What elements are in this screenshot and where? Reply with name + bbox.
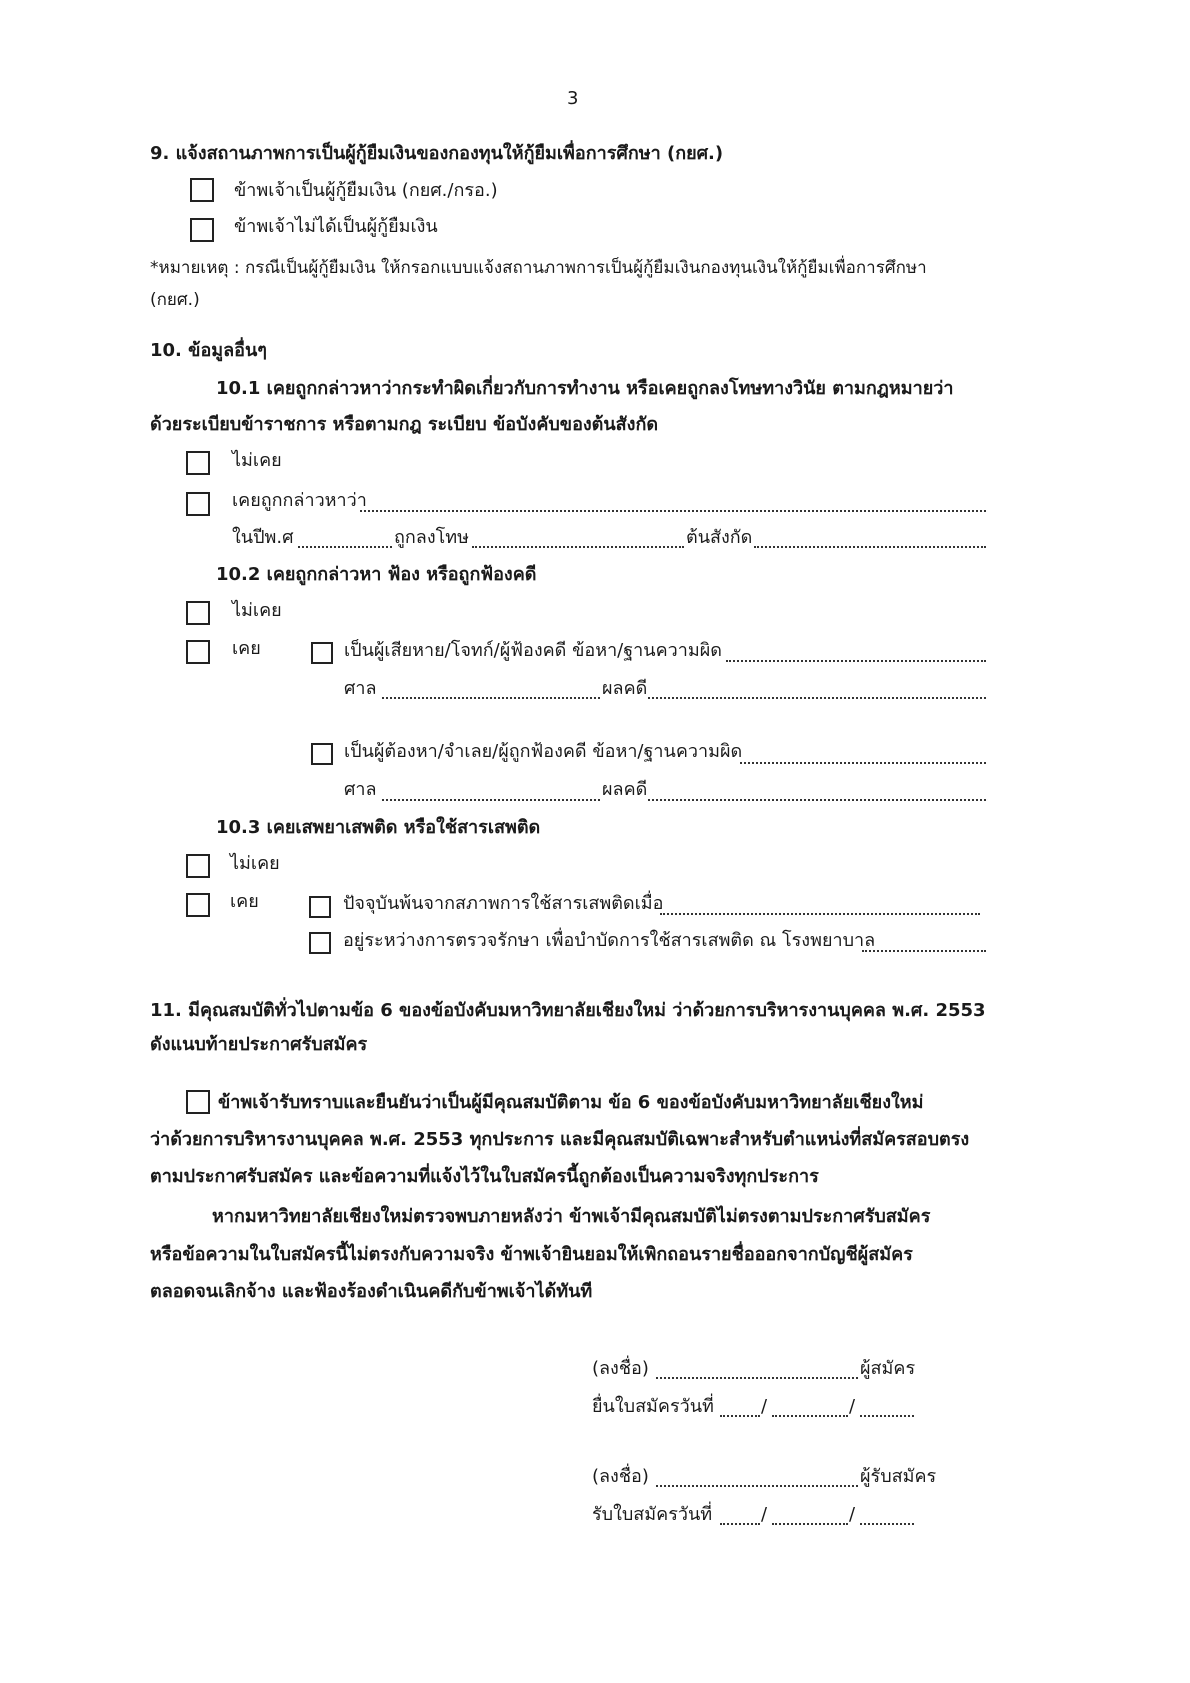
q10-2-defendant-charge-field[interactable] (740, 762, 986, 764)
submit-date-slash-2: / (849, 1396, 856, 1417)
page-number: 3 (567, 88, 579, 109)
q10-1-accused-label: เคยถูกกล่าวหาว่า (232, 490, 367, 511)
q10-3-recovered-field[interactable] (660, 913, 980, 915)
q10-2-plaintiff-checkbox[interactable] (311, 642, 333, 664)
receiver-role-label: ผู้รับสมัคร (860, 1466, 937, 1487)
q10-2-plaintiff-charge-field[interactable] (726, 660, 986, 662)
q10-2-never-checkbox[interactable] (186, 601, 210, 625)
submit-day-field[interactable] (720, 1415, 760, 1417)
section-11-title-cont: ดังแนบท้ายประกาศรับสมัคร (150, 1034, 368, 1055)
q10-1-agency-field[interactable] (754, 546, 986, 548)
not-borrower-option-label: ข้าพเจ้าไม่ได้เป็นผู้กู้ยืมเงิน (234, 216, 438, 237)
section-9-note: *หมายเหตุ : กรณีเป็นผู้กู้ยืมเงิน ให้กรอกแบบแจ้งสถานภาพการเป็นผู้กู้ยืมเงินกองทุนเงินให้กู้ยืมเพื่อการศึกษา (150, 258, 927, 278)
submit-date-slash-1: / (761, 1396, 768, 1417)
receive-year-field[interactable] (860, 1523, 914, 1525)
applicant-signature-field[interactable] (656, 1377, 858, 1379)
receive-date-label: รับใบสมัครวันที่ (592, 1504, 713, 1525)
q10-2-plaintiff-verdict-field[interactable] (648, 697, 986, 699)
q10-3-ever-checkbox[interactable] (186, 893, 210, 917)
q10-2-ever-label: เคย (232, 638, 261, 659)
q10-3-never-label: ไม่เคย (230, 853, 280, 874)
applicant-sign-label: (ลงชื่อ) (592, 1358, 649, 1379)
q10-3-hospital-field[interactable] (862, 950, 986, 952)
q10-2-plaintiff-verdict-label: ผลคดี (602, 678, 648, 699)
q10-1-text-cont: ด้วยระเบียบข้าราชการ หรือตามกฎ ระเบียบ ข้อบังคับของต้นสังกัด (150, 414, 659, 435)
q10-2-defendant-verdict-label: ผลคดี (602, 779, 648, 800)
receive-date-slash-1: / (761, 1504, 768, 1525)
confirm-text-cont-2: ตามประกาศรับสมัคร และข้อความที่แจ้งไว้ในใบสมัครนี้ถูกต้องเป็นความจริงทุกประการ (150, 1166, 819, 1187)
q10-2-plaintiff-court-field[interactable] (382, 697, 600, 699)
q10-1-punished-field[interactable] (472, 546, 684, 548)
warning-text: หากมหาวิทยาลัยเชียงใหม่ตรวจพบภายหลังว่า ข้าพเจ้ามีคุณสมบัติไม่ตรงตามประกาศรับสมัคร (212, 1206, 931, 1227)
q10-2-defendant-court-field[interactable] (382, 799, 600, 801)
q10-3-treatment-checkbox[interactable] (309, 932, 331, 954)
q10-1-year-field[interactable] (298, 546, 392, 548)
applicant-role-label: ผู้สมัคร (860, 1358, 916, 1379)
q10-3-recovered-checkbox[interactable] (309, 896, 331, 918)
section-10-title: 10. ข้อมูลอื่นๆ (150, 340, 267, 361)
q10-2-defendant-court-label: ศาล (344, 779, 377, 800)
section-11-title: 11. มีคุณสมบัติทั่วไปตามข้อ 6 ของข้อบังคับมหาวิทยาลัยเชียงใหม่ ว่าด้วยการบริหารงานบุคคล พ.ศ. 2553 (150, 1000, 986, 1021)
q10-1-never-checkbox[interactable] (186, 451, 210, 475)
q10-1-agency-label: ต้นสังกัด (686, 527, 753, 548)
q10-2-plaintiff-label: เป็นผู้เสียหาย/โจทก์/ผู้ฟ้องคดี ข้อหา/ฐานความผิด (344, 640, 722, 661)
q10-3-recovered-label: ปัจจุบันพ้นจากสภาพการใช้สารเสพติดเมื่อ (343, 893, 664, 914)
q10-1-punished-label: ถูกลงโทษ (394, 527, 470, 548)
q10-1-year-label: ในปีพ.ศ (232, 527, 294, 548)
warning-text-cont-1: หรือข้อความในใบสมัครนี้ไม่ตรงกับความจริง ข้าพเจ้ายินยอมให้เพิกถอนรายชื่อออกจากบัญชีผู้สมัคร (150, 1244, 913, 1265)
q10-3-never-checkbox[interactable] (186, 854, 210, 878)
q10-2-defendant-label: เป็นผู้ต้องหา/จำเลย/ผู้ถูกฟ้องคดี ข้อหา/ฐานความผิด (344, 741, 743, 762)
q10-3-title: 10.3 เคยเสพยาเสพติด หรือใช้สารเสพติด (216, 817, 541, 838)
not-borrower-checkbox[interactable] (190, 218, 214, 242)
q10-1-accused-checkbox[interactable] (186, 492, 210, 516)
q10-2-defendant-checkbox[interactable] (311, 743, 333, 765)
submit-year-field[interactable] (860, 1415, 914, 1417)
q10-1-never-label: ไม่เคย (232, 450, 282, 471)
receive-month-field[interactable] (772, 1523, 848, 1525)
receiver-sign-label: (ลงชื่อ) (592, 1466, 649, 1487)
confirm-text-cont-1: ว่าด้วยการบริหารงานบุคคล พ.ศ. 2553 ทุกประการ และมีคุณสมบัติเฉพาะสำหรับตำแหน่งที่สมัครสอบตรง (150, 1129, 970, 1150)
q10-2-title: 10.2 เคยถูกกล่าวหา ฟ้อง หรือถูกฟ้องคดี (216, 564, 537, 585)
confirm-qualifications-checkbox[interactable] (186, 1090, 210, 1114)
q10-3-ever-label: เคย (230, 891, 259, 912)
section-9-note-cont: (กยศ.) (150, 290, 200, 310)
borrower-checkbox[interactable] (190, 178, 214, 202)
confirm-text: ข้าพเจ้ารับทราบและยืนยันว่าเป็นผู้มีคุณสมบัติตาม ข้อ 6 ของข้อบังคับมหาวิทยาลัยเชียงใหม่ (218, 1092, 924, 1113)
borrower-option-label: ข้าพเจ้าเป็นผู้กู้ยืมเงิน (กยศ./กรอ.) (234, 180, 498, 201)
warning-text-cont-2: ตลอดจนเลิกจ้าง และฟ้องร้องดำเนินคดีกับข้าพเจ้าได้ทันที (150, 1281, 593, 1302)
submit-month-field[interactable] (772, 1415, 848, 1417)
receive-day-field[interactable] (720, 1523, 760, 1525)
q10-1-accused-field[interactable] (360, 510, 986, 512)
q10-2-defendant-verdict-field[interactable] (648, 799, 986, 801)
receive-date-slash-2: / (849, 1504, 856, 1525)
section-9-title: 9. แจ้งสถานภาพการเป็นผู้กู้ยืมเงินของกองทุนให้กู้ยืมเพื่อการศึกษา (กยศ.) (150, 143, 724, 164)
q10-2-never-label: ไม่เคย (232, 600, 282, 621)
q10-2-plaintiff-court-label: ศาล (344, 678, 377, 699)
receiver-signature-field[interactable] (656, 1485, 858, 1487)
submit-date-label: ยื่นใบสมัครวันที่ (592, 1396, 714, 1417)
q10-1-text: 10.1 เคยถูกกล่าวหาว่ากระทำผิดเกี่ยวกับการทำงาน หรือเคยถูกลงโทษทางวินัย ตามกฎหมายว่า (216, 378, 954, 399)
q10-3-treatment-label: อยู่ระหว่างการตรวจรักษา เพื่อบำบัดการใช้สารเสพติด ณ โรงพยาบาล (343, 930, 876, 951)
q10-2-ever-checkbox[interactable] (186, 640, 210, 664)
